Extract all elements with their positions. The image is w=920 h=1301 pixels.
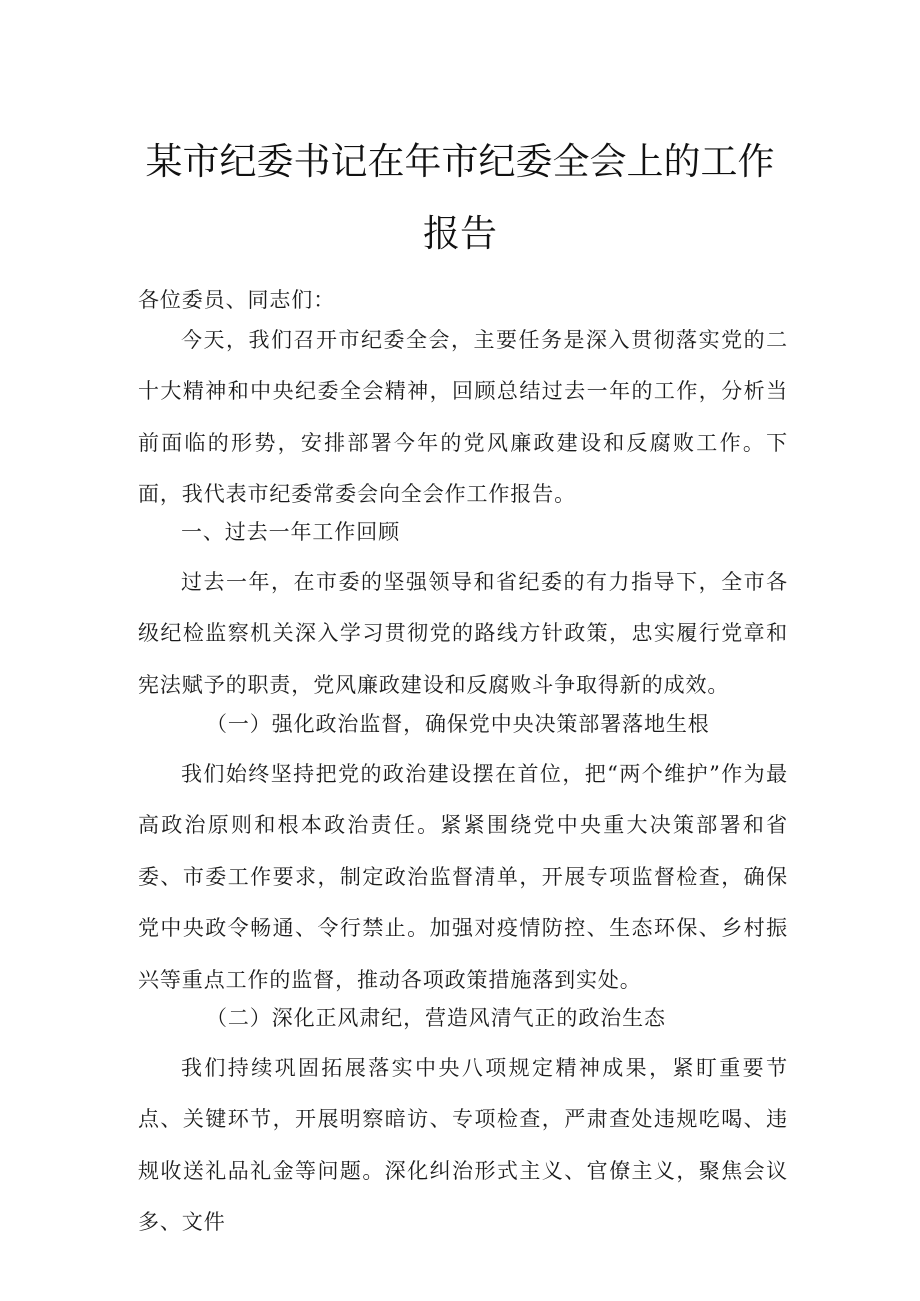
- salutation: 各位委员、同志们：: [138, 288, 336, 312]
- document-title-line-2: 报告: [423, 212, 497, 255]
- paragraph-political-supervision: 我们始终坚持把党的政治建设摆在首位，把“两个维护”作为最高政治原则和根本政治责任。紧紧围绕党中央重大决策部署和省委、市委工作要求，制定政治监督清单，开展专项监督检查，确保党中央政令畅通、令行禁止。加强对疫情防控、生态环保、乡村振兴等重点工作的监督，推动各项政策措施落到实处。: [138, 762, 788, 992]
- paragraph-discipline: 我们持续巩固拓展落实中央八项规定精神成果，紧盯重要节点、关键环节，开展明察暗访、专项检查，严肃查处违规吃喝、违规收送礼品礼金等问题。深化纠治形式主义、官僚主义，聚焦会议多、文件: [138, 1056, 788, 1235]
- paragraph-review: 过去一年，在市委的坚强领导和省纪委的有力指导下，全市各级纪检监察机关深入学习贯彻党的路线方针政策，忠实履行党章和宪法赋予的职责，党风廉政建设和反腐败斗争取得新的成效。: [138, 570, 788, 697]
- section-heading-1: 一、过去一年工作回顾: [181, 520, 400, 544]
- subsection-heading-1: （一）强化政治监督，确保党中央决策部署落地生根: [206, 712, 710, 736]
- document-title-line-1: 某市纪委书记在年市纪委全会上的工作: [145, 140, 775, 183]
- subsection-heading-2: （二）深化正风肃纪，营造风清气正的政治生态: [206, 1006, 666, 1030]
- paragraph-intro: 今天，我们召开市纪委全会，主要任务是深入贯彻落实党的二十大精神和中央纪委全会精神，回顾总结过去一年的工作，分析当前面临的形势，安排部署今年的党风廉政建设和反腐败工作。下面，我代表市纪委常委会向全会作工作报告。: [138, 328, 788, 507]
